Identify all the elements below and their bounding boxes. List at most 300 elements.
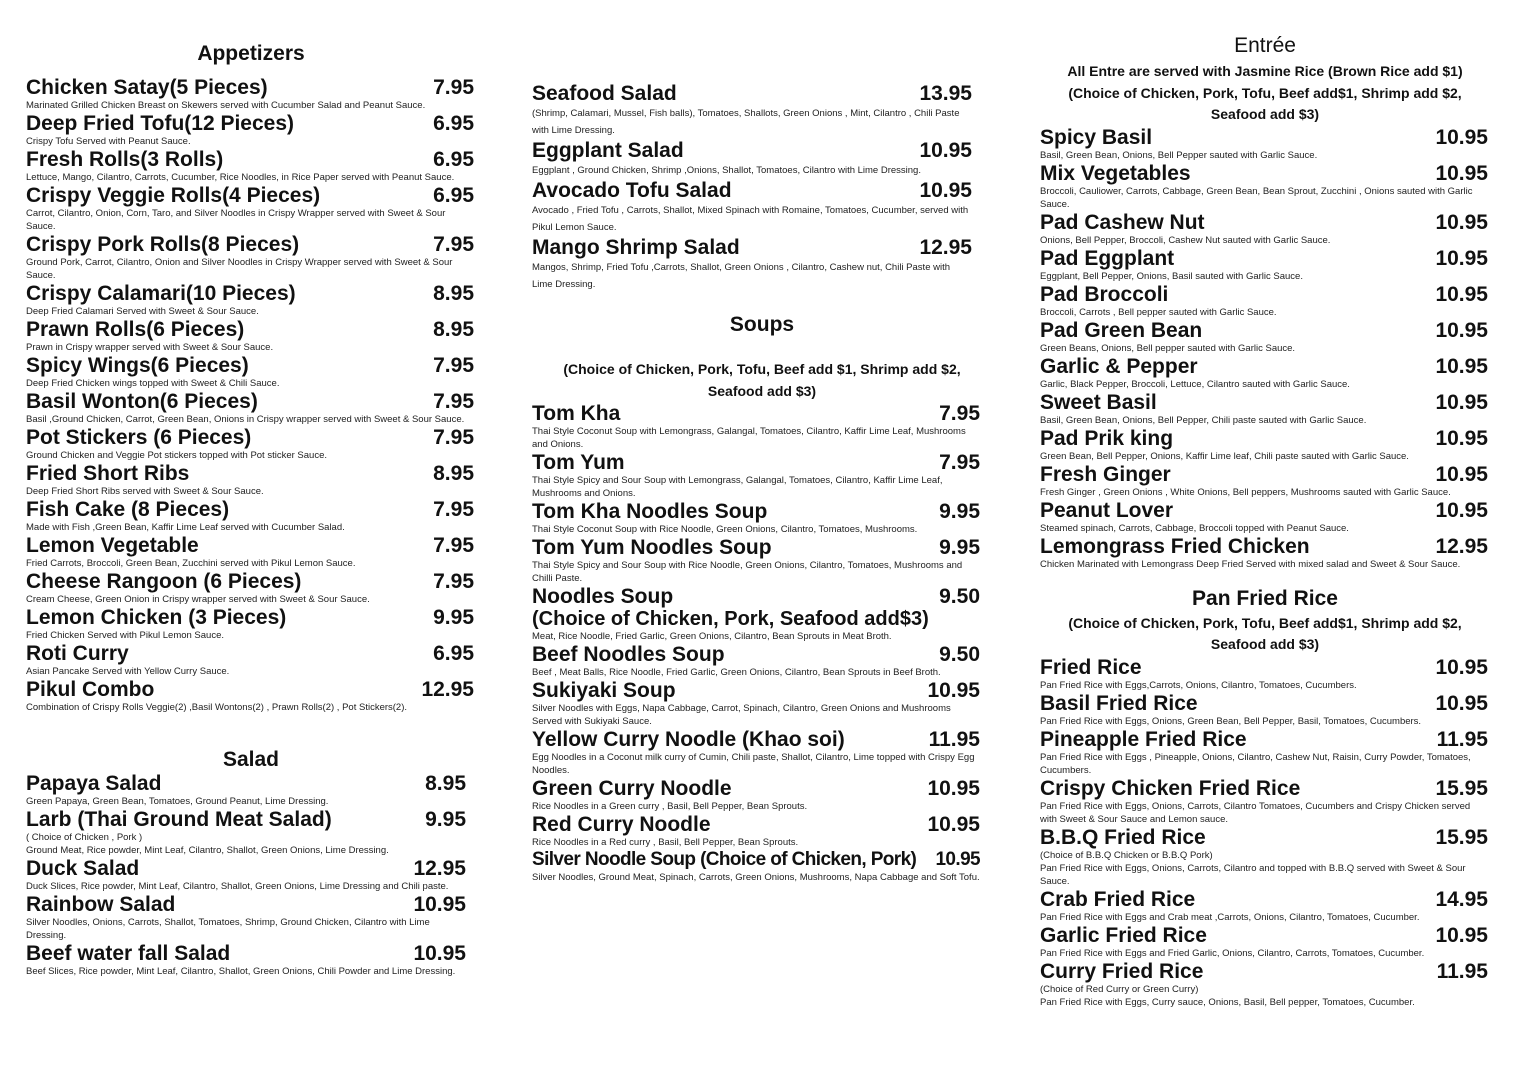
menu-item [1040, 888, 1488, 924]
menu-item [26, 426, 474, 462]
menu-item-row [532, 585, 980, 608]
menu-item-name: Eggplant Salad [532, 139, 684, 162]
menu-item-row [26, 426, 474, 449]
menu-item-price: 8.95 [433, 282, 474, 305]
menu-item-price: 10.95 [413, 893, 466, 916]
menu-item [532, 82, 972, 139]
menu-item-name: Pot Stickers (6 Pieces) [26, 426, 252, 449]
pan-fried-rice-note: (Choice of Chicken, Pork, Tofu, Beef add$1, Shrimp add $2, Seafood add $3) [1068, 614, 1462, 652]
menu-item-row [1040, 535, 1488, 558]
salad-title: Salad [222, 748, 280, 771]
menu-item-row [26, 148, 474, 171]
menu-item-name: Crispy Chicken Fried Rice [1040, 776, 1301, 800]
menu-item-description: Pan Fried Rice with Eggs , Pineapple, Onions, Cilantro, Cashew Nut, Raisin, Curry Powder, Tomatoes, Cucumbers. [1040, 751, 1471, 776]
menu-item [532, 679, 980, 728]
menu-item-row [1040, 283, 1488, 306]
menu-item-price: 9.95 [939, 500, 980, 523]
menu-item-price: 10.95 [1435, 354, 1488, 378]
menu-item-row [1040, 319, 1488, 342]
menu-item-name: Basil Fried Rice [1040, 691, 1198, 715]
menu-item-row [532, 643, 980, 666]
menu-item-price: 10.95 [1435, 498, 1488, 522]
menu-item-row [26, 808, 466, 831]
menu-item-description: Thai Style Coconut Soup with Rice Noodle, Green Onions, Cilantro, Tomatoes, Mushrooms. [532, 524, 918, 535]
entree-note: All Entre are served with Jasmine Rice (Brown Rice add $1) (Choice of Chicken, Pork, Tofu, Beef add$1, Shrimp add $2, Seafood add $3) [1067, 63, 1463, 122]
menu-item-description: Thai Style Spicy and Sour Soup with Lemongrass, Galangal, Tomatoes, Cilantro, Kaffir Lime Leaf, Mushrooms and Onions. [532, 475, 943, 499]
menu-item [1040, 960, 1488, 1009]
menu-item-name: Fish Cake (8 Pieces) [26, 498, 230, 521]
menu-item-row [26, 534, 474, 557]
menu-item [1040, 355, 1488, 391]
menu-item-price: 7.95 [939, 451, 980, 474]
menu-item-price: 10.95 [1435, 210, 1488, 234]
menu-item-description: Pan Fried Rice with Eggs and Fried Garlic, Onions, Cilantro, Carrots, Tomatoes, Cucumber. [1040, 947, 1425, 959]
menu-item-name: Pad Prik king [1040, 426, 1174, 450]
menu-item-row [26, 462, 474, 485]
menu-item-name: Pad Green Bean [1040, 318, 1203, 342]
menu-item-description: Prawn in Crispy wrapper served with Sweet & Sour Sauce. [26, 342, 274, 353]
menu-item-price: 10.95 [1435, 462, 1488, 486]
menu-item-price: 12.95 [421, 678, 474, 701]
menu-item-row [1040, 427, 1488, 450]
menu-item [532, 451, 980, 500]
menu-item-description: Basil ,Ground Chicken, Carrot, Green Bean, Onions in Crispy wrapper served with Sweet & Sour Sauce. [26, 414, 465, 425]
menu-item-row [1040, 355, 1488, 378]
menu-item-row [532, 139, 972, 162]
menu-item-price: 10.95 [927, 679, 980, 702]
menu-item [1040, 391, 1488, 427]
menu-item-name: Fried Short Ribs [26, 462, 190, 485]
menu-item [26, 282, 474, 318]
menu-item-description: Basil, Green Bean, Onions, Bell Pepper sauted with Garlic Sauce. [1040, 149, 1318, 161]
menu-item-name: Prawn Rolls(6 Pieces) [26, 318, 245, 341]
menu-item-price: 6.95 [433, 148, 474, 171]
column-left [26, 0, 476, 978]
menu-item-description: Pan Fried Rice with Eggs, Onions, Carrots, Cilantro and topped with B.B.Q served with Sweet & Sour Sauce. [1040, 862, 1466, 887]
menu-item-row [26, 893, 466, 916]
menu-item-description: Egg Noodles in a Coconut milk curry of Cumin, Chili paste, Shallot, Cilantro, Lime topped with Crispy Egg Noodles. [532, 752, 975, 776]
menu-item-description: Deep Fried Calamari Served with Sweet & Sour Sauce. [26, 306, 259, 317]
menu-item-row [26, 772, 466, 795]
menu-item-name: Pineapple Fried Rice [1040, 727, 1247, 751]
menu-item-description: Beef Slices, Rice powder, Mint Leaf, Cilantro, Shallot, Green Onions, Chili Powder and Lime Dressing. [26, 966, 456, 977]
menu-item-name: Green Curry Noodle [532, 777, 732, 800]
menu-item-description: Rice Noodles in a Red curry , Basil, Bell Pepper, Bean Sprouts. [532, 837, 799, 848]
menu-item-row [1040, 826, 1488, 849]
menu-item-price: 8.95 [425, 772, 466, 795]
menu-item-row [26, 857, 466, 880]
menu-item-price: 12.95 [413, 857, 466, 880]
column-right [1040, 0, 1490, 1009]
menu-item [1040, 211, 1488, 247]
menu-item-description: Mangos, Shrimp, Fried Tofu ,Carrots, Shallot, Green Onions , Cilantro, Cashew nut, Chili Paste with Lime Dressing. [532, 262, 951, 290]
menu-item [532, 643, 980, 679]
menu-item-price: 7.95 [433, 498, 474, 521]
menu-item-price: 10.95 [1435, 390, 1488, 414]
menu-item-name: Deep Fried Tofu(12 Pieces) [26, 112, 295, 135]
menu-item-price: 6.95 [433, 642, 474, 665]
menu-item-description: Combination of Crispy Rolls Veggie(2) ,Basil Wontons(2) , Prawn Rolls(2) , Pot Stickers(2). [26, 702, 408, 713]
menu-item-price: 6.95 [433, 112, 474, 135]
menu-item-name: Spicy Wings(6 Pieces) [26, 354, 249, 377]
menu-item-row [1040, 888, 1488, 911]
menu-item-price: 10.95 [1435, 318, 1488, 342]
menu-item [532, 536, 980, 585]
menu-item-price: 15.95 [1435, 825, 1488, 849]
menu-item-name: Roti Curry [26, 642, 129, 665]
menu-item-row [1040, 692, 1488, 715]
menu-item-price: 11.95 [1436, 959, 1488, 983]
menu-item-row [532, 179, 972, 202]
menu-item-price: 10.95 [1435, 161, 1488, 185]
menu-item-description: Broccoli, Cauliower, Carrots, Cabbage, Green Bean, Bean Sprout, Zucchini , Onions sauted with Garlic Sauce. [1040, 185, 1473, 210]
menu-item-row [26, 942, 466, 965]
menu-item-name: Fresh Ginger [1040, 462, 1171, 486]
menu-item [1040, 535, 1488, 571]
menu-item-name: Duck Salad [26, 857, 140, 880]
menu-item-name: Pad Cashew Nut [1040, 210, 1205, 234]
menu-item-description: Ground Pork, Carrot, Cilantro, Onion and Silver Noodles in Crispy Wrapper served with Sweet & Sour Sauce. [26, 257, 453, 281]
menu-item-description: Thai Style Coconut Soup with Lemongrass, Galangal, Tomatoes, Cilantro, Kaffir Lime Leaf, Mushrooms and Onions. [532, 426, 966, 450]
menu-item-description: Silver Noodles, Ground Meat, Spinach, Carrots, Green Onions, Mushrooms, Napa Cabbage and Soft Tofu. [532, 872, 980, 883]
menu-item [26, 570, 474, 606]
menu-item-row [532, 82, 972, 105]
menu-item-name: Yellow Curry Noodle (Khao soi) [532, 728, 845, 751]
menu-item-note: (Choice of Red Curry or Green Curry) [1040, 983, 1199, 995]
menu-item [532, 813, 980, 849]
menu-item-description: Deep Fried Chicken wings topped with Sweet & Chili Sauce. [26, 378, 280, 389]
menu-item-name: Crispy Veggie Rolls(4 Pieces) [26, 184, 321, 207]
menu-item-price: 8.95 [433, 318, 474, 341]
menu-item-description: Beef , Meat Balls, Rice Noodle, Fried Garlic, Green Onions, Cilantro, Bean Sprouts in Beef Broth. [532, 667, 941, 678]
menu-item [532, 139, 972, 179]
menu-item-name: Tom Kha Noodles Soup [532, 500, 768, 523]
menu-item-price: 10.95 [413, 942, 466, 965]
menu-item-name: Beef Noodles Soup [532, 643, 725, 666]
menu-item [26, 606, 474, 642]
menu-item-row [26, 354, 474, 377]
menu-item-name: Pad Eggplant [1040, 246, 1175, 270]
menu-item-description: Fried Carrots, Broccoli, Green Bean, Zucchini served with Pikul Lemon Sauce. [26, 558, 356, 569]
menu-item-price: 7.95 [433, 354, 474, 377]
menu-item-name: Peanut Lover [1040, 498, 1174, 522]
menu-item-price: 9.95 [939, 536, 980, 559]
menu-item-price: 8.95 [433, 462, 474, 485]
menu-item-price: 14.95 [1435, 887, 1488, 911]
menu-item-name: Sukiyaki Soup [532, 679, 676, 702]
menu-item [26, 642, 474, 678]
menu-item-row [26, 318, 474, 341]
menu-item [26, 498, 474, 534]
menu-item-name: Tom Kha [532, 402, 621, 425]
menu-item-name: Red Curry Noodle [532, 813, 711, 836]
menu-item-name: Avocado Tofu Salad [532, 179, 732, 202]
menu-item [1040, 777, 1488, 826]
menu-item-description: Eggplant , Ground Chicken, Shrimp ,Onions, Shallot, Tomatoes, Cilantro with Lime Dressing. [532, 165, 921, 176]
salad-list [26, 772, 476, 978]
menu-item [532, 585, 980, 643]
menu-item-description: Broccoli, Carrots , Bell pepper sauted with Garlic Sauce. [1040, 306, 1277, 318]
menu-item-name: Crispy Calamari(10 Pieces) [26, 282, 296, 305]
menu-item-row [532, 728, 980, 751]
menu-item-row [532, 813, 980, 836]
menu-item-description: Fried Chicken Served with Pikul Lemon Sauce. [26, 630, 225, 641]
menu-item-name: Crispy Pork Rolls(8 Pieces) [26, 233, 300, 256]
menu-item-row [1040, 777, 1488, 800]
menu-item-name: Basil Wonton(6 Pieces) [26, 390, 258, 413]
menu-item-name: Noodles Soup [532, 585, 674, 608]
menu-item [532, 849, 980, 884]
menu-item-note: (Choice of B.B.Q Chicken or B.B.Q Pork) [1040, 849, 1213, 861]
menu-item-description: Pan Fried Rice with Eggs, Curry sauce, Onions, Basil, Bell pepper, Tomatoes, Cucumber. [1040, 996, 1415, 1008]
menu-item-description: Marinated Grilled Chicken Breast on Skewers served with Cucumber Salad and Peanut Sauce. [26, 100, 426, 111]
menu-item-description: Pan Fried Rice with Eggs,Carrots, Onions, Cilantro, Tomatoes, Cucumbers. [1040, 679, 1357, 691]
menu-item-price: 7.95 [433, 534, 474, 557]
menu-item-row [1040, 924, 1488, 947]
menu-item-description: Chicken Marinated with Lemongrass Deep Fried Served with mixed salad and Sweet & Sour Sauce. [1040, 558, 1461, 570]
menu-item [1040, 656, 1488, 692]
menu-item [1040, 162, 1488, 211]
menu-item-price: 12.95 [919, 236, 972, 259]
menu-item [26, 148, 474, 184]
salad-continued-list [532, 82, 992, 293]
menu-item [26, 772, 466, 808]
menu-item-price: 7.95 [433, 390, 474, 413]
menu-item [1040, 499, 1488, 535]
menu-item-row [1040, 656, 1488, 679]
menu-item [532, 777, 980, 813]
menu-item [26, 678, 474, 714]
menu-item [26, 462, 474, 498]
menu-item [26, 808, 466, 857]
menu-item [1040, 283, 1488, 319]
menu-item-description: Cream Cheese, Green Onion in Crispy wrapper served with Sweet & Sour Sauce. [26, 594, 370, 605]
menu-item-price: 7.95 [433, 570, 474, 593]
menu-item-name: Fresh Rolls(3 Rolls) [26, 148, 224, 171]
pan-fried-rice-title: Pan Fried Rice [1192, 586, 1338, 610]
menu-item-description: (Shrimp, Calamari, Mussel, Fish balls), Tomatoes, Shallots, Green Onions , Mint, Cilantro , Chili Paste with Lime Dressing. [532, 108, 960, 136]
menu-item-description: Silver Noodles with Eggs, Napa Cabbage, Carrot, Spinach, Cilantro, Green Onions and Mushrooms Served with Sukiyaki Sauce. [532, 703, 951, 727]
menu-item-price: 10.95 [1435, 125, 1488, 149]
menu-item-description: Meat, Rice Noodle, Fried Garlic, Green Onions, Cilantro, Bean Sprouts in Meat Broth. [532, 631, 892, 642]
menu-item-name: Pad Broccoli [1040, 282, 1169, 306]
menu-item [1040, 826, 1488, 888]
menu-item [1040, 728, 1488, 777]
menu-item-price: 12.95 [1435, 534, 1488, 558]
menu-item-note: (Choice of Chicken, Pork, Seafood add$3) [532, 608, 929, 630]
menu-item-row [1040, 126, 1488, 149]
menu-item-row [1040, 499, 1488, 522]
menu-item-description: Avocado , Fried Tofu , Carrots, Shallot, Mixed Spinach with Romaine, Tomatoes, Cucumber, served with Pikul Lemon Sauce. [532, 205, 969, 233]
menu-item-row [1040, 162, 1488, 185]
menu-item-price: 7.95 [939, 402, 980, 425]
menu-item-name: Garlic Fried Rice [1040, 923, 1207, 947]
menu-item-price: 13.95 [919, 82, 972, 105]
menu-item [26, 857, 466, 893]
column-middle [532, 0, 992, 884]
menu-item-note: ( Choice of Chicken , Pork ) [26, 832, 143, 843]
menu-item-description: Basil, Green Bean, Onions, Bell Pepper, Chili paste sauted with Garlic Sauce. [1040, 414, 1367, 426]
menu-item-description: Deep Fried Short Ribs served with Sweet & Sour Sauce. [26, 486, 264, 497]
entree-title: Entrée [1234, 34, 1296, 57]
menu-item-description: Green Bean, Bell Pepper, Onions, Kaffir Lime leaf, Chili paste sauted with Garlic Sauce. [1040, 450, 1409, 462]
menu-item-row [1040, 211, 1488, 234]
menu-item [1040, 247, 1488, 283]
menu-item-price: 9.50 [939, 643, 980, 666]
menu-item-price: 6.95 [433, 184, 474, 207]
menu-item [532, 179, 972, 236]
menu-item-description: Rice Noodles in a Green curry , Basil, Bell Pepper, Bean Sprouts. [532, 801, 808, 812]
menu-item-row [532, 236, 972, 259]
menu-item-description: Pan Fried Rice with Eggs, Onions, Carrots, Cilantro Tomatoes, Cucumbers and Crispy Chicken served with Sweet & Sour Sauce and Lemon sauce. [1040, 800, 1471, 825]
menu-item [26, 354, 474, 390]
menu-item [26, 112, 474, 148]
menu-item-row [26, 76, 474, 99]
menu-item-name: Beef water fall Salad [26, 942, 231, 965]
menu-item [1040, 319, 1488, 355]
menu-item-name: Fried Rice [1040, 655, 1142, 679]
menu-item-name: Cheese Rangoon (6 Pieces) [26, 570, 302, 593]
menu-item [1040, 463, 1488, 499]
menu-item-description: Pan Fried Rice with Eggs, Onions, Green Bean, Bell Pepper, Basil, Tomatoes, Cucumbers. [1040, 715, 1422, 727]
menu-item-row [26, 282, 474, 305]
menu-item-name: Sweet Basil [1040, 390, 1157, 414]
menu-item-row [26, 233, 474, 256]
menu-item-name: Lemon Vegetable [26, 534, 199, 557]
menu-item [26, 76, 474, 112]
appetizers-list [26, 76, 476, 714]
menu-item-name: Chicken Satay(5 Pieces) [26, 76, 268, 99]
menu-item [26, 942, 466, 978]
menu-item-price: 10.95 [927, 777, 980, 800]
menu-item-price: 9.50 [939, 585, 980, 608]
menu-item-row [532, 402, 980, 425]
menu-item-row [1040, 247, 1488, 270]
soups-list [532, 402, 992, 884]
menu-item-name: Pikul Combo [26, 678, 155, 701]
menu-item-name: Mix Vegetables [1040, 161, 1191, 185]
menu-item-row [532, 500, 980, 523]
menu-item-description: Green Papaya, Green Bean, Tomatoes, Ground Peanut, Lime Dressing. [26, 796, 329, 807]
menu-item-price: 10.95 [1435, 923, 1488, 947]
menu-item [532, 728, 980, 777]
menu-item-price: 10.95 [1435, 426, 1488, 450]
menu-item-name: Lemon Chicken (3 Pieces) [26, 606, 287, 629]
menu-item-row [532, 679, 980, 702]
menu-item-name: Seafood Salad [532, 82, 677, 105]
menu-item-price: 10.95 [919, 179, 972, 202]
menu-item-row [1040, 728, 1488, 751]
menu-item-price: 7.95 [433, 76, 474, 99]
menu-item-description: Steamed spinach, Carrots, Cabbage, Broccoli topped with Peanut Sauce. [1040, 522, 1349, 534]
menu-item-name: Garlic & Pepper [1040, 354, 1198, 378]
menu-item-row [532, 777, 980, 800]
menu-item-description: Fresh Ginger , Green Onions , White Onions, Bell peppers, Mushrooms sauted with Garlic Sauce. [1040, 486, 1451, 498]
menu-item-name: Larb (Thai Ground Meat Salad) [26, 808, 332, 831]
appetizers-title: Appetizers [197, 42, 305, 65]
menu-item [26, 893, 466, 942]
menu-item-description: Eggplant, Bell Pepper, Onions, Basil sauted with Garlic Sauce. [1040, 270, 1303, 282]
menu-item [532, 500, 980, 536]
menu-item-description: Duck Slices, Rice powder, Mint Leaf, Cilantro, Shallot, Green Onions, Lime Dressing and Chili paste. [26, 881, 449, 892]
menu-item-price: 9.95 [425, 808, 466, 831]
menu-item-description: Green Beans, Onions, Bell pepper sauted with Garlic Sauce. [1040, 342, 1296, 354]
menu-item-price: 7.95 [433, 233, 474, 256]
menu-item-price: 9.95 [433, 606, 474, 629]
menu-item-row [532, 849, 980, 871]
menu-item-description: Crispy Tofu Served with Peanut Sauce. [26, 136, 191, 147]
menu-item [26, 390, 474, 426]
menu-item-row [26, 498, 474, 521]
menu-item-row [26, 642, 474, 665]
menu-item [26, 318, 474, 354]
menu-item-name: Crab Fried Rice [1040, 887, 1196, 911]
menu-item-price: 10.95 [1435, 246, 1488, 270]
menu-item-row [26, 678, 474, 701]
menu-item-price: 10.95 [919, 139, 972, 162]
menu-item-row [1040, 391, 1488, 414]
menu-item-name: B.B.Q Fried Rice [1040, 825, 1206, 849]
menu-item-description: Ground Meat, Rice powder, Mint Leaf, Cilantro, Shallot, Green Onions, Lime Dressing. [26, 845, 389, 856]
menu-item-name: Curry Fried Rice [1040, 959, 1204, 983]
soups-note: (Choice of Chicken, Pork, Tofu, Beef add $1, Shrimp add $2, Seafood add $3) [563, 361, 961, 399]
menu-item [1040, 692, 1488, 728]
menu-item-description: Asian Pancake Served with Yellow Curry Sauce. [26, 666, 230, 677]
menu-item-description: Ground Chicken and Veggie Pot stickers topped with Pot sticker Sauce. [26, 450, 327, 461]
menu-item [1040, 126, 1488, 162]
menu-item-name: Spicy Basil [1040, 125, 1153, 149]
menu-item-row [1040, 463, 1488, 486]
menu-item-description: Lettuce, Mango, Cilantro, Carrots, Cucumber, Rice Noodles, in Rice Paper served with Peanut Sauce. [26, 172, 455, 183]
entree-list [1040, 126, 1490, 571]
menu-item-price: 10.95 [927, 813, 980, 836]
soups-title: Soups [729, 313, 795, 336]
menu-item-price: 10.95 [1435, 282, 1488, 306]
menu-item-row [26, 606, 474, 629]
menu-item-description: Carrot, Cilantro, Onion, Corn, Taro, and Silver Noodles in Crispy Wrapper served with Sweet & Sour Sauce. [26, 208, 446, 232]
menu-item [1040, 427, 1488, 463]
menu-item-name: Mango Shrimp Salad [532, 236, 740, 259]
menu-item-row [26, 184, 474, 207]
menu-item [26, 534, 474, 570]
menu-item [26, 184, 474, 233]
menu-item-row [26, 570, 474, 593]
menu-item-row [26, 112, 474, 135]
menu-item-description: Thai Style Spicy and Sour Soup with Rice Noodle, Green Onions, Cilantro, Tomatoes, Mushrooms and Chilli Paste. [532, 560, 963, 584]
menu-item [1040, 924, 1488, 960]
menu-item-price: 15.95 [1435, 776, 1488, 800]
menu-item-name: Rainbow Salad [26, 893, 176, 916]
menu-item-name: Silver Noodle Soup (Choice of Chicken, Pork) [532, 849, 917, 870]
menu-item-description: Garlic, Black Pepper, Broccoli, Lettuce, Cilantro sauted with Garlic Sauce. [1040, 378, 1350, 390]
pan-fried-rice-list [1040, 656, 1490, 1009]
menu-item-row [26, 390, 474, 413]
menu-item-name: Tom Yum Noodles Soup [532, 536, 772, 559]
menu-item-row [1040, 960, 1488, 983]
menu-item-name: Tom Yum [532, 451, 625, 474]
menu-item-price: 7.95 [433, 426, 474, 449]
menu-item-row [532, 451, 980, 474]
menu-item-name: Papaya Salad [26, 772, 162, 795]
menu-item [532, 236, 972, 293]
menu-item-description: Made with Fish ,Green Bean, Kaffir Lime Leaf served with Cucumber Salad. [26, 522, 345, 533]
menu-item-description: Onions, Bell Pepper, Broccoli, Cashew Nut sauted with Garlic Sauce. [1040, 234, 1331, 246]
menu-item [532, 402, 980, 451]
menu-item-description: Pan Fried Rice with Eggs and Crab meat ,Carrots, Onions, Cilantro, Tomatoes, Cucumber. [1040, 911, 1420, 923]
menu-item-description: Silver Noodles, Onions, Carrots, Shallot, Tomatoes, Shrimp, Ground Chicken, Cilantro with Lime Dressing. [26, 917, 430, 941]
menu-item-price: 11.95 [1436, 727, 1488, 751]
menu-item [26, 233, 474, 282]
